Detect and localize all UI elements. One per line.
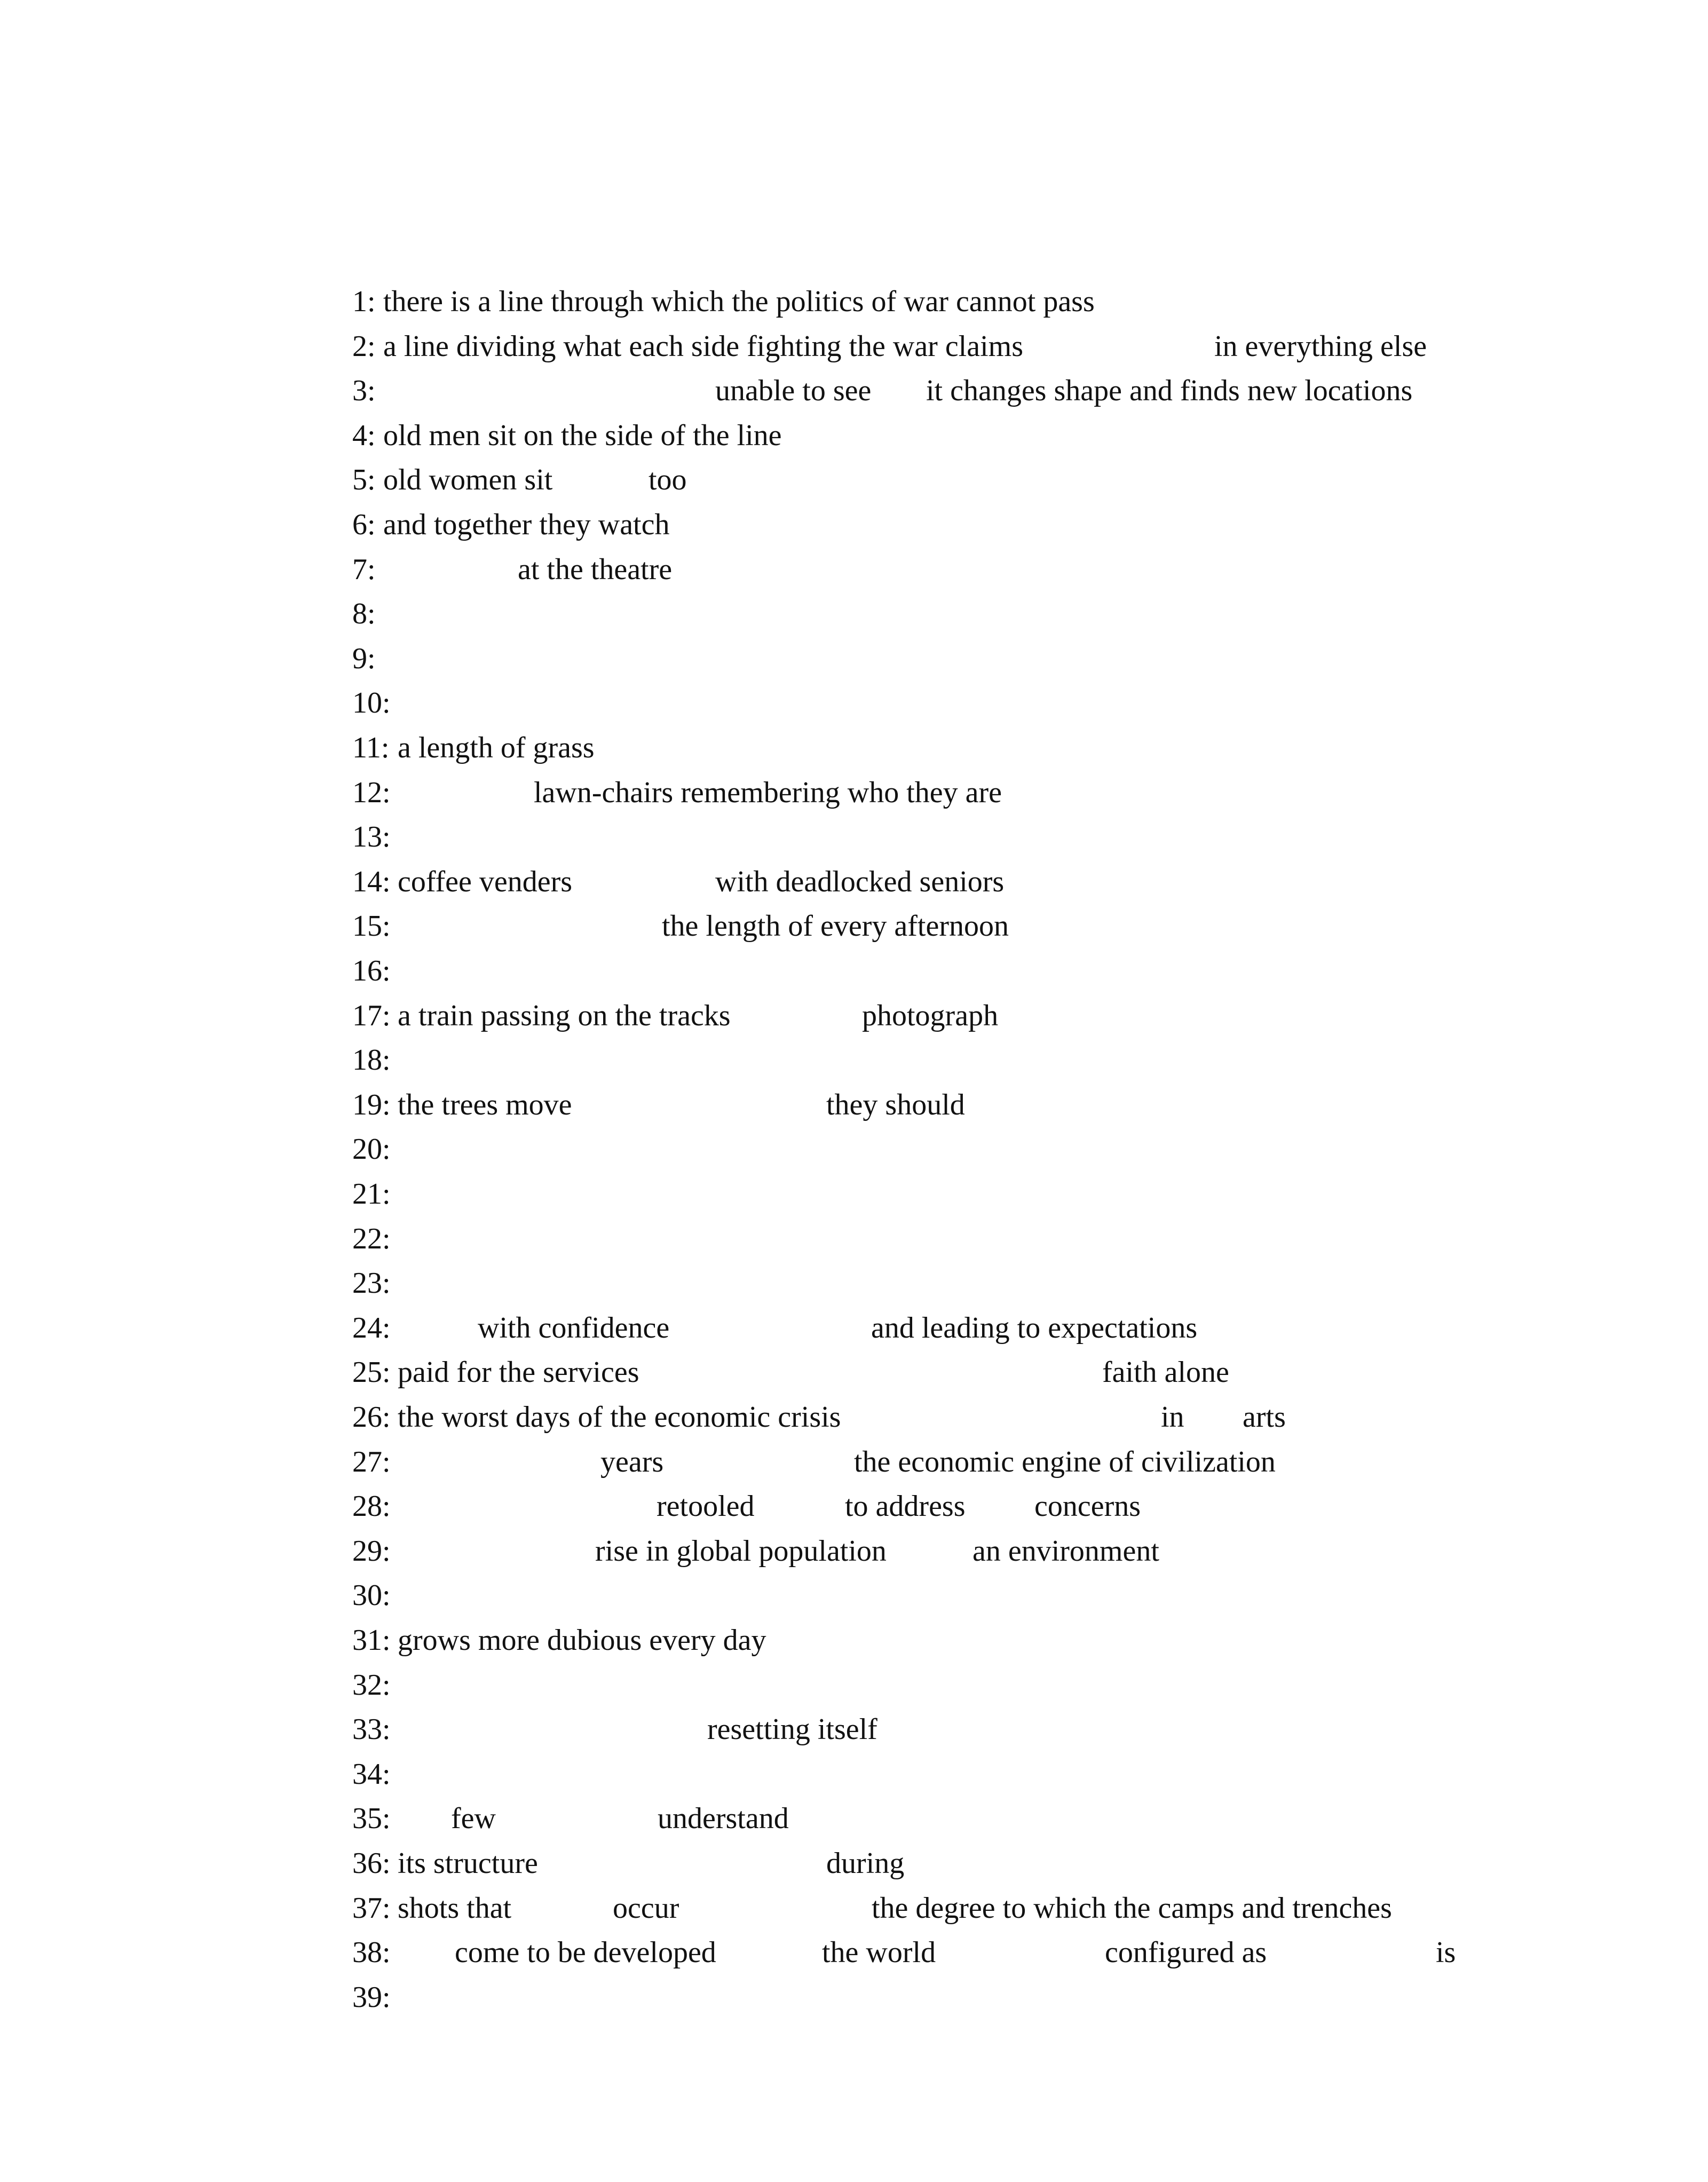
line-number: 29: <box>352 1534 391 1568</box>
line-number: 4: <box>352 418 376 452</box>
poem-line <box>0 770 1708 815</box>
line-number: 1: <box>352 285 376 318</box>
line-number: 37: <box>352 1891 391 1925</box>
line-fragment: occur <box>613 1891 679 1925</box>
poem-line <box>0 1529 1708 1574</box>
line-fragment: resetting itself <box>707 1713 877 1746</box>
line-fragment: to address <box>845 1490 966 1523</box>
line-number: 20: <box>352 1133 391 1166</box>
line-number: 18: <box>352 1043 391 1077</box>
line-number: 28: <box>352 1490 391 1523</box>
line-number: 33: <box>352 1713 391 1746</box>
poem-line <box>0 1082 1708 1127</box>
line-fragment: grows more dubious every day <box>398 1624 766 1657</box>
line-number: 27: <box>352 1445 391 1479</box>
line-number: 38: <box>352 1936 391 1970</box>
line-fragment: at the theatre <box>518 552 673 586</box>
line-fragment: few <box>451 1802 496 1836</box>
line-number: 7: <box>352 552 376 586</box>
line-fragment: configured as <box>1105 1936 1267 1970</box>
line-fragment: a line dividing what each side fighting the war claims <box>383 329 1023 363</box>
poem-line <box>0 1930 1708 1975</box>
poem-line <box>0 547 1708 592</box>
line-number: 10: <box>352 686 391 720</box>
poem-line <box>0 1127 1708 1172</box>
line-fragment: with deadlocked seniors <box>715 865 1005 898</box>
line-fragment: it changes shape and finds new locations <box>926 374 1413 408</box>
line-fragment: a length of grass <box>398 731 595 764</box>
line-fragment: lawn-chairs remembering who they are <box>534 776 1002 809</box>
poem-line <box>0 904 1708 948</box>
line-number: 25: <box>352 1356 391 1389</box>
line-fragment: the economic engine of civilization <box>854 1445 1276 1479</box>
line-fragment: retooled <box>657 1490 755 1523</box>
poem-line <box>0 1172 1708 1216</box>
line-fragment: faith alone <box>1102 1356 1229 1389</box>
line-fragment: concerns <box>1034 1490 1141 1523</box>
line-number: 23: <box>352 1267 391 1300</box>
line-fragment: they should <box>826 1088 965 1121</box>
poem-line <box>0 1752 1708 1797</box>
line-number: 19: <box>352 1088 391 1121</box>
line-number: 32: <box>352 1668 391 1702</box>
line-fragment: shots that <box>398 1891 512 1925</box>
poem-line <box>0 1484 1708 1529</box>
line-fragment: photograph <box>862 999 999 1032</box>
poem-line <box>0 1841 1708 1886</box>
poem-line <box>0 1573 1708 1618</box>
line-fragment: a train passing on the tracks <box>398 999 731 1032</box>
poem-line <box>0 1395 1708 1440</box>
line-fragment: old men sit on the side of the line <box>383 418 782 452</box>
poem-line <box>0 413 1708 458</box>
poem-line <box>0 815 1708 859</box>
line-number: 5: <box>352 463 376 497</box>
line-fragment: years <box>600 1445 664 1479</box>
poem-line <box>0 1618 1708 1663</box>
poem-line <box>0 1306 1708 1350</box>
poem-line <box>0 725 1708 770</box>
poem-line <box>0 1886 1708 1931</box>
line-number: 26: <box>352 1401 391 1434</box>
poem-line <box>0 1440 1708 1484</box>
line-number: 13: <box>352 820 391 854</box>
poem-line <box>0 681 1708 725</box>
poem-line <box>0 368 1708 413</box>
line-number: 8: <box>352 597 376 631</box>
poem-line <box>0 1796 1708 1841</box>
line-number: 34: <box>352 1757 391 1791</box>
line-fragment: and together they watch <box>383 508 670 541</box>
line-fragment: the trees move <box>398 1088 572 1121</box>
line-number: 22: <box>352 1222 391 1255</box>
line-number: 11: <box>352 731 390 764</box>
line-number: 3: <box>352 374 376 408</box>
poem-line <box>0 636 1708 681</box>
poem-line <box>0 279 1708 324</box>
poem-line <box>0 993 1708 1038</box>
poem-line <box>0 502 1708 547</box>
poem-line <box>0 1707 1708 1752</box>
line-number: 35: <box>352 1802 391 1836</box>
line-fragment: the world <box>822 1936 936 1970</box>
poem-line <box>0 859 1708 904</box>
line-number: 15: <box>352 910 391 943</box>
poem-line <box>0 1975 1708 2020</box>
line-fragment: come to be developed <box>455 1936 716 1970</box>
line-number: 14: <box>352 865 391 898</box>
line-number: 6: <box>352 508 376 541</box>
poem-line <box>0 591 1708 636</box>
line-fragment: during <box>826 1847 905 1880</box>
poem-line <box>0 1350 1708 1395</box>
poem-line <box>0 1216 1708 1261</box>
line-fragment: understand <box>658 1802 789 1836</box>
line-fragment: paid for the services <box>398 1356 639 1389</box>
line-number: 39: <box>352 1980 391 2014</box>
line-fragment: too <box>649 463 687 497</box>
line-number: 16: <box>352 954 391 987</box>
line-fragment: in everything else <box>1214 329 1427 363</box>
line-number: 9: <box>352 642 376 675</box>
line-fragment: the worst days of the economic crisis <box>398 1401 841 1434</box>
line-number: 36: <box>352 1847 391 1880</box>
poem-line <box>0 1663 1708 1707</box>
poem-line <box>0 1261 1708 1306</box>
poem-line <box>0 1038 1708 1082</box>
line-fragment: there is a line through which the politics of war cannot pass <box>383 285 1095 318</box>
line-fragment: arts <box>1243 1401 1286 1434</box>
line-number: 21: <box>352 1177 391 1211</box>
line-fragment: and leading to expectations <box>871 1311 1198 1345</box>
line-fragment: with confidence <box>478 1311 670 1345</box>
line-fragment: coffee venders <box>398 865 573 898</box>
line-number: 31: <box>352 1624 391 1657</box>
line-number: 17: <box>352 999 391 1032</box>
line-fragment: in <box>1161 1401 1184 1434</box>
line-number: 2: <box>352 329 376 363</box>
line-fragment: its structure <box>398 1847 538 1880</box>
line-fragment: an environment <box>972 1534 1159 1568</box>
poem-line <box>0 948 1708 993</box>
line-fragment: the degree to which the camps and trenches <box>872 1891 1392 1925</box>
line-number: 12: <box>352 776 391 809</box>
poem-line <box>0 324 1708 369</box>
line-fragment: unable to see <box>715 374 872 408</box>
line-fragment: old women sit <box>383 463 553 497</box>
poem-line <box>0 457 1708 502</box>
line-fragment: rise in global population <box>595 1534 887 1568</box>
line-number: 30: <box>352 1579 391 1612</box>
line-fragment: the length of every afternoon <box>662 910 1009 943</box>
line-number: 24: <box>352 1311 391 1345</box>
line-fragment: is <box>1436 1936 1456 1970</box>
